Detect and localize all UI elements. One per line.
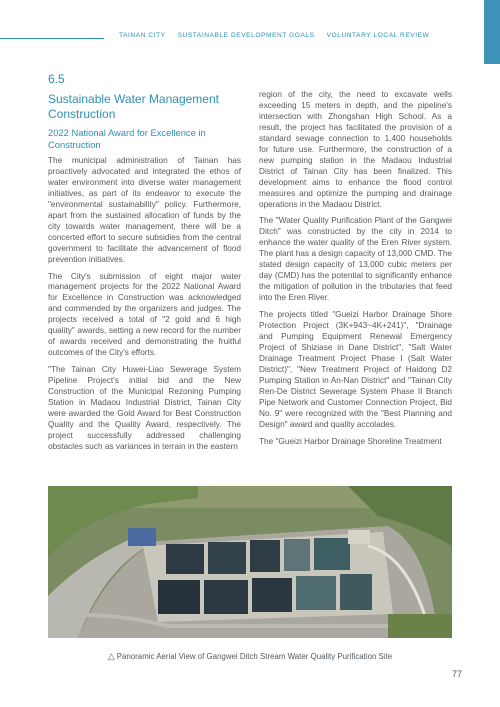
aerial-photo <box>48 486 452 638</box>
paragraph: The projects titled "Gueizi Harbor Drainage Shore Protection Project (3K+943~4K+241)", "Drainage and Pumping Equipment Renewal Emergency Project of Shiziase in Dane District", "Salt Water Drainage Treatment Project Phase I (Salt Water District)", "New Treatment Project of Haidong D2 Pumping Station in An-Nan District" and "Tainan City Ren-De District Sewerage System Phase II Branch Pipe Network and Customer Connection Project, Bid No. 9" were recognized with the "Best Planning and Design" award and quality accolades. <box>259 310 452 429</box>
header-item-city: TAINAN CITY <box>119 32 166 39</box>
header-item-review: VOLUNTARY LOCAL REVIEW <box>326 32 430 39</box>
left-column <box>48 72 241 459</box>
running-header <box>119 32 459 39</box>
page-number: 77 <box>452 669 463 679</box>
paragraph: region of the city, the need to excavate wells exceeding 15 meters in depth, and the pipeline's intersection with Zhongshan High School. As a result, the project has facilitated the provision of a standard sewage connection to 1,400 households for future use. Furthermore, the construction of a new pumping station in the Madaou Industrial District of Tainan City has been finalized. This development aims to enhance the flood control measures and optimize the pumping and drainage operations in the Madaou District. <box>259 90 452 209</box>
triangle-icon: △ <box>107 651 115 661</box>
paragraph: "The Tainan City Huwei-Liao Sewerage System Pipeline Project's initial bid and the New Construction of the Municipal Rezoning Pumping Station in Madaou Industrial District, Tainan City were awarded the Gold Award for Best Construction Quality and the Quality Award, respectively. The project successfully addressed challenging obstacles such as variances in terrain in the eastern <box>48 365 241 451</box>
paragraph: The "Water Quality Purification Plant of the Gangwei Ditch" was constructed by the city in 2014 to enhance the water quality of the Eren River system. The plant has a design capacity of 13,000 CMD. The stated design capacity of 13,000 cubic meters per day (CMD) has the potential to significantly enhance the mitigation of pollution in the tributaries that feed into the Eren River. <box>259 216 452 303</box>
section-number: 6.5 <box>48 72 65 86</box>
paragraph: The City's submission of eight major water management projects for the 2022 National Award for Excellence in Construction was acknowledged and commended by the organizers and judges. The projects received a total of "2 gold and 6 high quality" awards, setting a new record for the number of awards received and demonstrating the fruitful outcomes of the City's efforts. <box>48 271 241 358</box>
caption-text: Panoramic Aerial View of Gangwei Ditch Stream Water Quality Purification Site <box>116 652 393 661</box>
section-title: Sustainable Water Management Construction <box>48 92 219 121</box>
aerial-photo-illustration <box>48 486 452 638</box>
header-item-goals: SUSTAINABLE DEVELOPMENT GOALS <box>177 32 315 39</box>
section-subtitle: 2022 National Award for Excellence in Construction <box>48 127 206 150</box>
figure-caption <box>48 651 452 662</box>
paragraph: The "Gueizi Harbor Drainage Shoreline Treatment <box>259 436 442 446</box>
corner-tab <box>484 0 500 64</box>
header-rule <box>0 38 104 39</box>
right-column <box>259 90 452 454</box>
paragraph: The municipal administration of Tainan has proactively advocated and integrated the ethos of water environment into diverse water management initiatives, as part of its endeavor to execute the "environmental sustainability" policy. Furthermore, apart from the sustained allocation of funds by the city towards water management, there will be a concerted effort to secure subsidies from the central government to facilitate the advancement of flood prevention initiatives. <box>48 156 241 264</box>
